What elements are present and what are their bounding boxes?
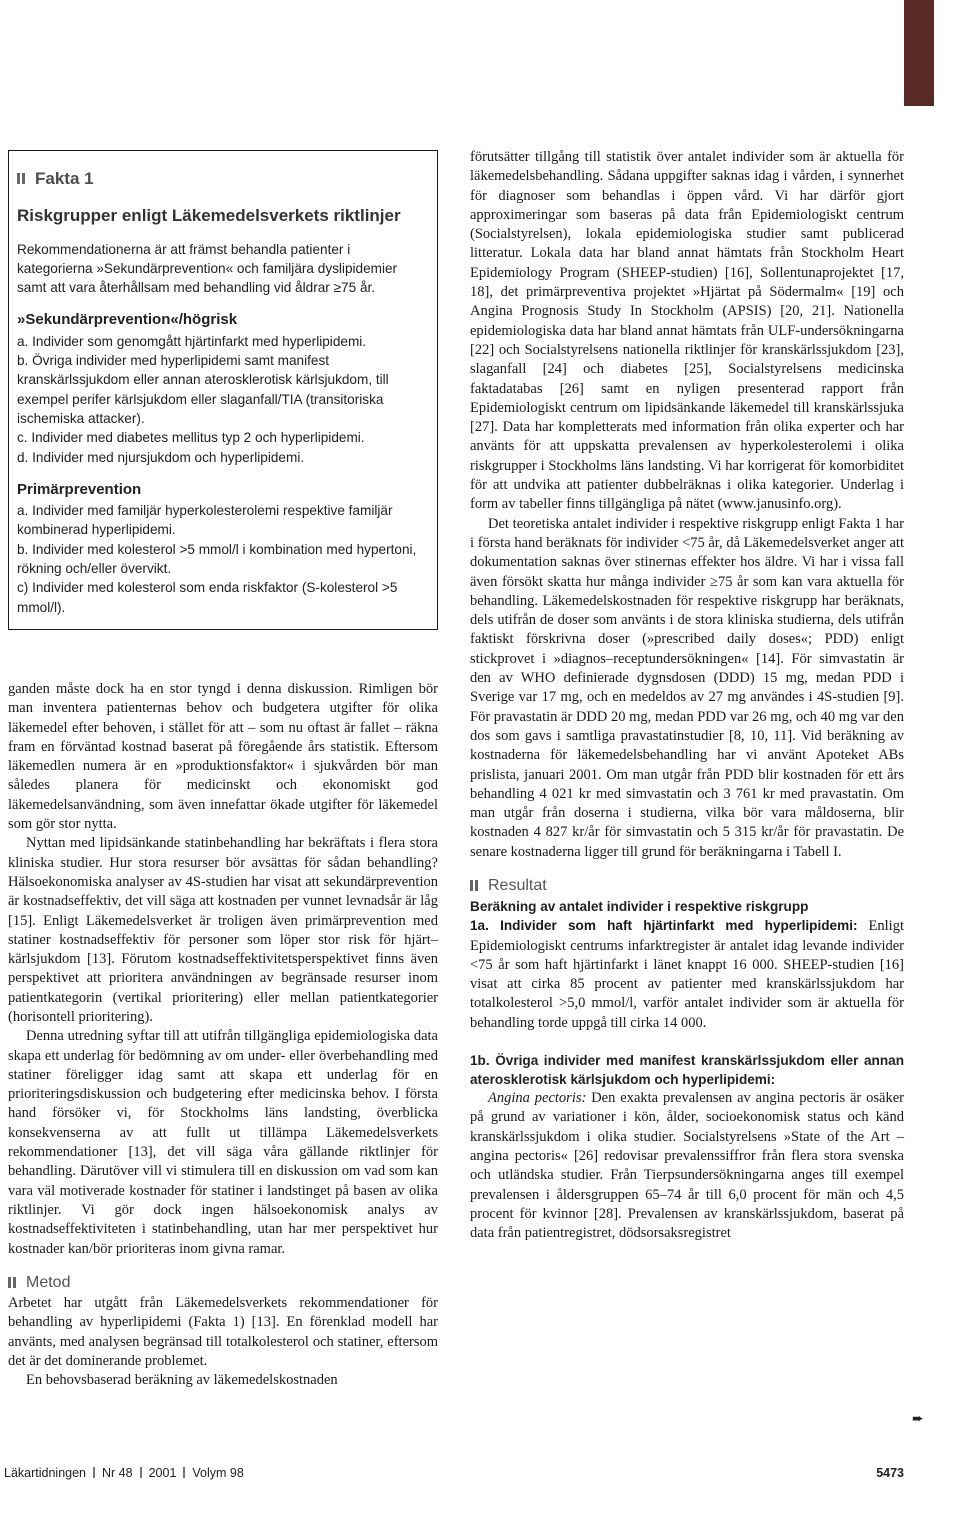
section-heading-resultat (470, 876, 904, 895)
footer-volume: Volym 98 (192, 1466, 244, 1480)
lead-in: 1a. Individer som haft hjärtinfarkt med hyperlipidemi: (470, 918, 858, 934)
footer-separator (93, 1467, 95, 1478)
fakta-item: a. Individer som genomgått hjärtinfarkt med hyperlipidemi. (17, 333, 367, 349)
fakta-item: b. Övriga individer med hyperlipidemi samt manifest kranskärlssjukdom eller annan aterosklerotisk kärlsjukdom, till exempel perifer kärlsjukdom eller slaganfall/TIA (transitoriska ischemiska attacker). (17, 353, 389, 426)
fakta-secondary-heading: »Sekundärprevention«/högrisk (17, 311, 238, 329)
fakta-item: c) Individer med kolesterol som enda riskfaktor (S-kolesterol >5 mmol/l). (17, 580, 398, 615)
paragraph: Denna utredning syftar till att utifrån tillgängliga epidemiologiska data skapa ett underlag för bedömning av om under- eller överbehandling med statiner föreligger idag samt att skapa ett underlag för en prioriteringsdiskussion och budgetering efter medicinska behov. I första hand försöker vi, för Stockholms läns landsting, överblicka konsekvenserna av att fullt ut tillämpa Läkemedelsverkets rekommendationer [13], det vill säga våra gällande riktlinjer för behandling. Därutöver vill vi stimulera till en diskussion om vad som kan vara väl motiverade kostnader för statiner i landstinget på basen av olika riktlinjer. Vi gör dock ingen hälsoekonomisk analys av kostnadseffektiviteten i statinbehandling, utan har mer perspektivet hur kostnader kan/bör prioriteras inom givna ramar. (8, 1028, 438, 1257)
subheading: 1b. Övriga individer med manifest kranskärlssjukdom eller annan aterosklerotisk kärlsjukdom och hyperlipidemi: (470, 1053, 904, 1088)
page-footer (4, 1466, 904, 1480)
paragraph: Arbetet har utgått från Läkemedelsverkets rekommendationer för behandling av hyperlipidemi (Fakta 1) [13]. En förenklad modell har använts, med analysen begränsad till totalkolesterol och statiner, eftersom det är det dominerande problemet. (8, 1295, 438, 1370)
fakta-item: c. Individer med diabetes mellitus typ 2 och hyperlipidemi. (17, 430, 365, 446)
fakta-intro: Rekommendationerna är att främst behandla patienter i kategorierna »Sekundärprevention« och familjära dyslipidemier samt att vara återhållsam med behandling vid åldrar ≥75 år. (17, 241, 398, 296)
left-column (8, 150, 438, 1391)
fakta-box (8, 150, 438, 630)
section-heading-text: Metod (26, 1273, 71, 1291)
right-column (470, 148, 904, 1243)
paragraph: Det teoretiska antalet individer i respektive riskgrupp enligt Fakta 1 har i första hand beräknats för individer <75 år, då Läkemedelsverket anger att dokumentation saknas över stinernas effekter hos äldre. Vi har i vissa fall även försökt skatta hur många individer ≥75 år som kan vara aktuella för behandling. Läkemedelskostnaden för respektive riskgrupp har beräknats, dels utifrån de doser som använts i de stora kliniska studierna, dels utifrån faktiskt förskrivna doser (»prescribed daily doses«; PDD) enligt stickprovet i »diagnos–receptundersökningen« [14]. För simvastatin är den av WHO definierade dygnsdosen (DDD) 15 mg, medan PDD i Sverige var 17 mg, och en medeldos av 27 mg användes i 4S-studien [9]. För pravastatin är DDD 20 mg, medan PDD var 26 mg, och 40 mg var den dos som gavs i samtliga pravastatinstudier [8, 10, 11]. Vid beräkning av kostnaderna för läkemedelsbehandling har vi använt Apoteket ABs prislista, januari 2001. Om man utgår från PDD blir kostnaden för ett års behandling 4 021 kr med simvastatin och 3 761 kr med pravastatin. Om man utgår från doserna i studierna, vilka bör vara måldoserna, blir kostnaden 4 827 kr/år för simvastatin och 5 315 kr/år för pravastatin. De senare kostnaderna ligger till grund för beräkningarna i Tabell I. (470, 515, 904, 860)
paragraph (470, 916, 904, 1033)
fakta-primary-heading: Primärprevention (17, 480, 142, 498)
paragraph: förutsätter tillgång till statistik över antalet individer som är aktuella för läkemedelsbehandling. Sådana uppgifter saknas idag i vården, i synnerhet för diagnoser som behandlas i öppen vård. Vi har därför gjort approximeringar som baseras på data från Epidemiologiskt centrum (Socialstyrelsen), lokala epidemiologiska studier samt publicerad litteratur. Lokala data har bland annat hämtats från Stockholm Heart Epidemiology Program (SHEEP-studien) [16], Sollentunaprojektet [17, 18], det primärpreventiva projektet »Hjärtat på Södermalm« [19] och Angina Prognosis Study In Stockholm (APSIS) [20, 21]. Nationella epidemiologiska data har bland annat hämtats från ULF-undersökningarna [22] och Socialstyrelsens nationella riktlinjer för kranskärlssjukdom [23], slaganfall [24] och diabetes [25], Socialstyrelsens medicinska faktadatabas [26] samt en nyligen presenterad rapport från Epidemiologiskt centrum om lipidsänkande läkemedel till kranskärlssjuka [27]. Data har kompletterats med information från olika experter och har använts för att uppskatta prevalensen av hyperkolesterolemi i olika riskgrupper i Stockholms läns landsting. Vi har korrigerat för komorbiditet för att undvika att patienter dubbelräknas i olika kategorier. Underlag i form av tabeller finns tillgängliga på nätet (www.janusinfo.org). (470, 149, 904, 513)
footer-publication (4, 1466, 244, 1480)
page-number: 5473 (876, 1466, 904, 1480)
section-marker-icon (17, 173, 27, 184)
fakta-label (17, 169, 429, 188)
paragraph-text: Enligt Epidemiologiskt centrums infarktregister är antalet idag levande individer <75 år som haft hjärtinfarkt i länet knappt 16 000. SHEEP-studien [16] visat att cirka 85 procent av patienter med kranskärlssjukdom har totalkolesterol >5,0 mmol/l, varför antalet individer som är aktuella för behandling torde uppgå till cirka 14 000. (470, 918, 904, 1031)
paragraph: Nyttan med lipidsänkande statinbehandling har bekräftats i flera stora kliniska studier. Hur stora resurser bör avsättas för sådan behandling? Hälsoekonomiska analyser av 4S-studien har visat att sekundärprevention är kostnadseffektiv, det vill säga att kostnaden per vunnet levnadsår är låg [15]. Enligt Läkemedelsverket är troligen även primärprevention med statiner kostnadseffektiv för personer som löper stor risk för hjärt–kärlsjukdom [13]. Förutom kostnadseffektivitetsperspektivet finns även perspektivet att prioritera användningen av begränsade resurser inom patientkategorin (vertikal prioritering) eller mellan patientkategorier (horisontell prioritering). (8, 835, 438, 1025)
paragraph: En behovsbaserad beräkning av läkemedelskostnaden (26, 1372, 338, 1389)
fakta-item: d. Individer med njursjukdom och hyperlipidemi. (17, 449, 305, 465)
lead-in: Angina pectoris: (488, 1090, 587, 1107)
section-marker-icon (8, 1277, 18, 1288)
section-marker-icon (470, 880, 480, 891)
paragraph: ganden måste dock ha en stor tyngd i denna diskussion. Rimligen bör man inventera patienternas behov och budgetera utgifter för olika läkemedel efter behoven, i stället för att – som nu oftast är fallet – räkna fram en förväntad kostnad baserat på föregående års statistik. Eftersom läkemedlen numera är en »produktionsfaktor« i sjukvården bör man således planera för medicinskt och ekonomiskt god läkemedelsanvändning, som även innefattar ökade utgifter för läkemedel som gör stor nytta. (8, 680, 438, 833)
paragraph (470, 1089, 904, 1243)
left-body (8, 680, 438, 1391)
footer-year: 2001 (148, 1466, 177, 1480)
footer-separator (183, 1467, 185, 1478)
section-heading-text: Resultat (488, 876, 547, 894)
subheading: Beräkning av antalet individer i respektive riskgrupp (470, 899, 809, 915)
continue-arrow-icon: ➨ (912, 1411, 924, 1427)
footer-issue: Nr 48 (102, 1466, 133, 1480)
paragraph-text: Den exakta prevalensen av angina pectoris är osäker på grund av variationer i kön, ålder, socioekonomisk status och känd kranskärlssjukdom i olika studier. Socialstyrelsens »State of the Art – angina pectoris« [26] redovisar prevalenssiffror från flera stora svenska och utländska studier. Från Tierpsundersökningarna anges till exempel prevalensen i åldersgruppen 65–74 år till 6,0 procent för män och 4,5 procent för kvinnor [28]. Prevalensen av kranskärlssjukdom, baserat på data från patientregistret, dödsorsaksregistret (470, 1090, 904, 1242)
fakta-title: Riskgrupper enligt Läkemedelsverkets riktlinjer (17, 206, 401, 226)
section-heading-metod (8, 1273, 438, 1292)
fakta-item: b. Individer med kolesterol >5 mmol/l i kombination med hypertoni, rökning och/eller övervikt. (17, 541, 417, 577)
footer-separator (140, 1467, 142, 1478)
fakta-item: a. Individer med familjär hyperkolesterolemi respektive familjär kombinerad hyperlipidemi. (17, 503, 393, 538)
footer-journal: Läkartidningen (4, 1466, 87, 1480)
fakta-label-text: Fakta 1 (35, 169, 94, 188)
corner-color-tab (904, 0, 934, 106)
